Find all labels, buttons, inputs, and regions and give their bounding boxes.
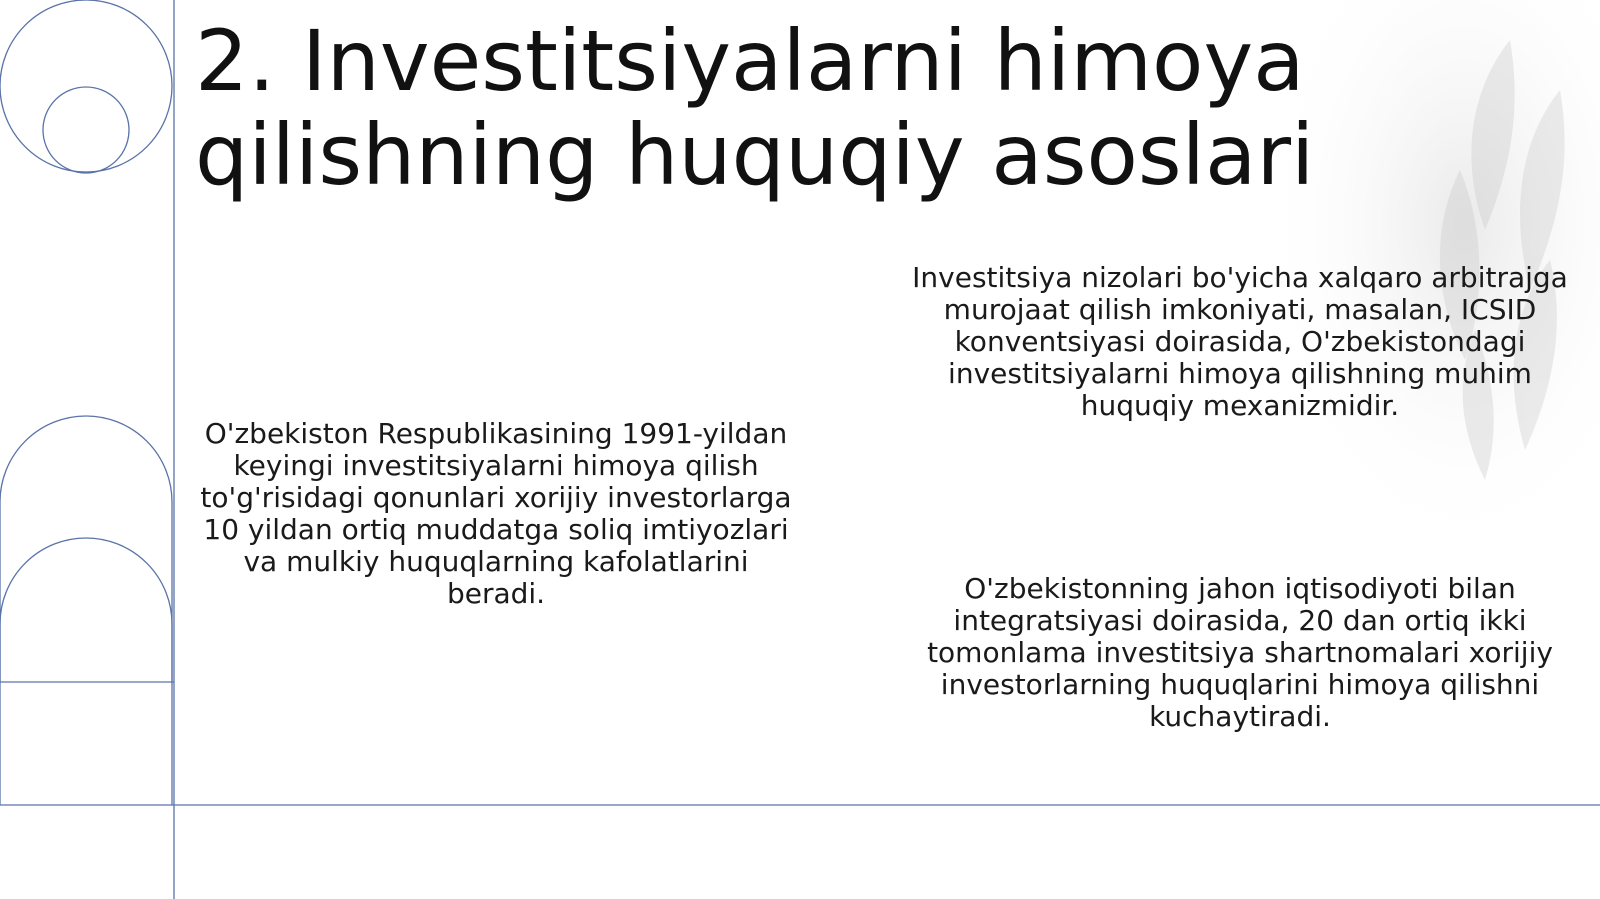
slide-title-line: 2. Investitsiyalarni himoya	[195, 12, 1305, 110]
paragraph-arbitration	[905, 262, 1575, 422]
paragraph-line: huquqiy mexanizmidir.	[1080, 389, 1400, 422]
paragraph-line: kuchaytiradi.	[1149, 700, 1331, 733]
paragraph-line: va mulkiy huquqlarning kafolatlarini	[243, 545, 749, 578]
paragraph-line: murojaat qilish imkoniyati, masalan, ICSID	[943, 293, 1537, 326]
paragraph-line: tomonlama investitsiya shartnomalari xorijiy	[927, 636, 1553, 669]
paragraph-line: konventsiyasi doirasida, O'zbekistondagi	[954, 325, 1526, 358]
slide-title-line: qilishning huquqiy asoslari	[195, 106, 1315, 204]
small-circle-shape	[43, 87, 129, 173]
paragraph-line: 10 yildan ortiq muddatga soliq imtiyozlari	[203, 513, 789, 546]
paragraph-line: keyingi investitsiyalarni himoya qilish	[233, 449, 759, 482]
paragraph-line: investitsiyalarni himoya qilishning muhim	[948, 357, 1532, 390]
paragraph-line: beradi.	[446, 577, 546, 610]
paragraph-line: Investitsiya nizolari bo'yicha xalqaro arbitrajga	[912, 261, 1568, 294]
paragraph-line: integratsiyasi doirasida, 20 dan ortiq ikki	[953, 604, 1527, 637]
upper-arch-shape	[0, 416, 172, 805]
paragraph-line: to'g'risidagi qonunlari xorijiy investorlarga	[200, 481, 792, 514]
paragraph-line: O'zbekiston Respublikasining 1991-yildan	[204, 417, 788, 450]
lower-arch-shape	[0, 538, 172, 682]
large-circle-shape	[0, 0, 172, 172]
slide-title	[195, 14, 1535, 202]
paragraph-line: O'zbekistonning jahon iqtisodiyoti bilan	[964, 572, 1516, 605]
paragraph-bilateral-treaties	[905, 573, 1575, 733]
paragraph-legislation	[190, 418, 802, 610]
paragraph-line: investorlarning huquqlarini himoya qilishni	[940, 668, 1540, 701]
